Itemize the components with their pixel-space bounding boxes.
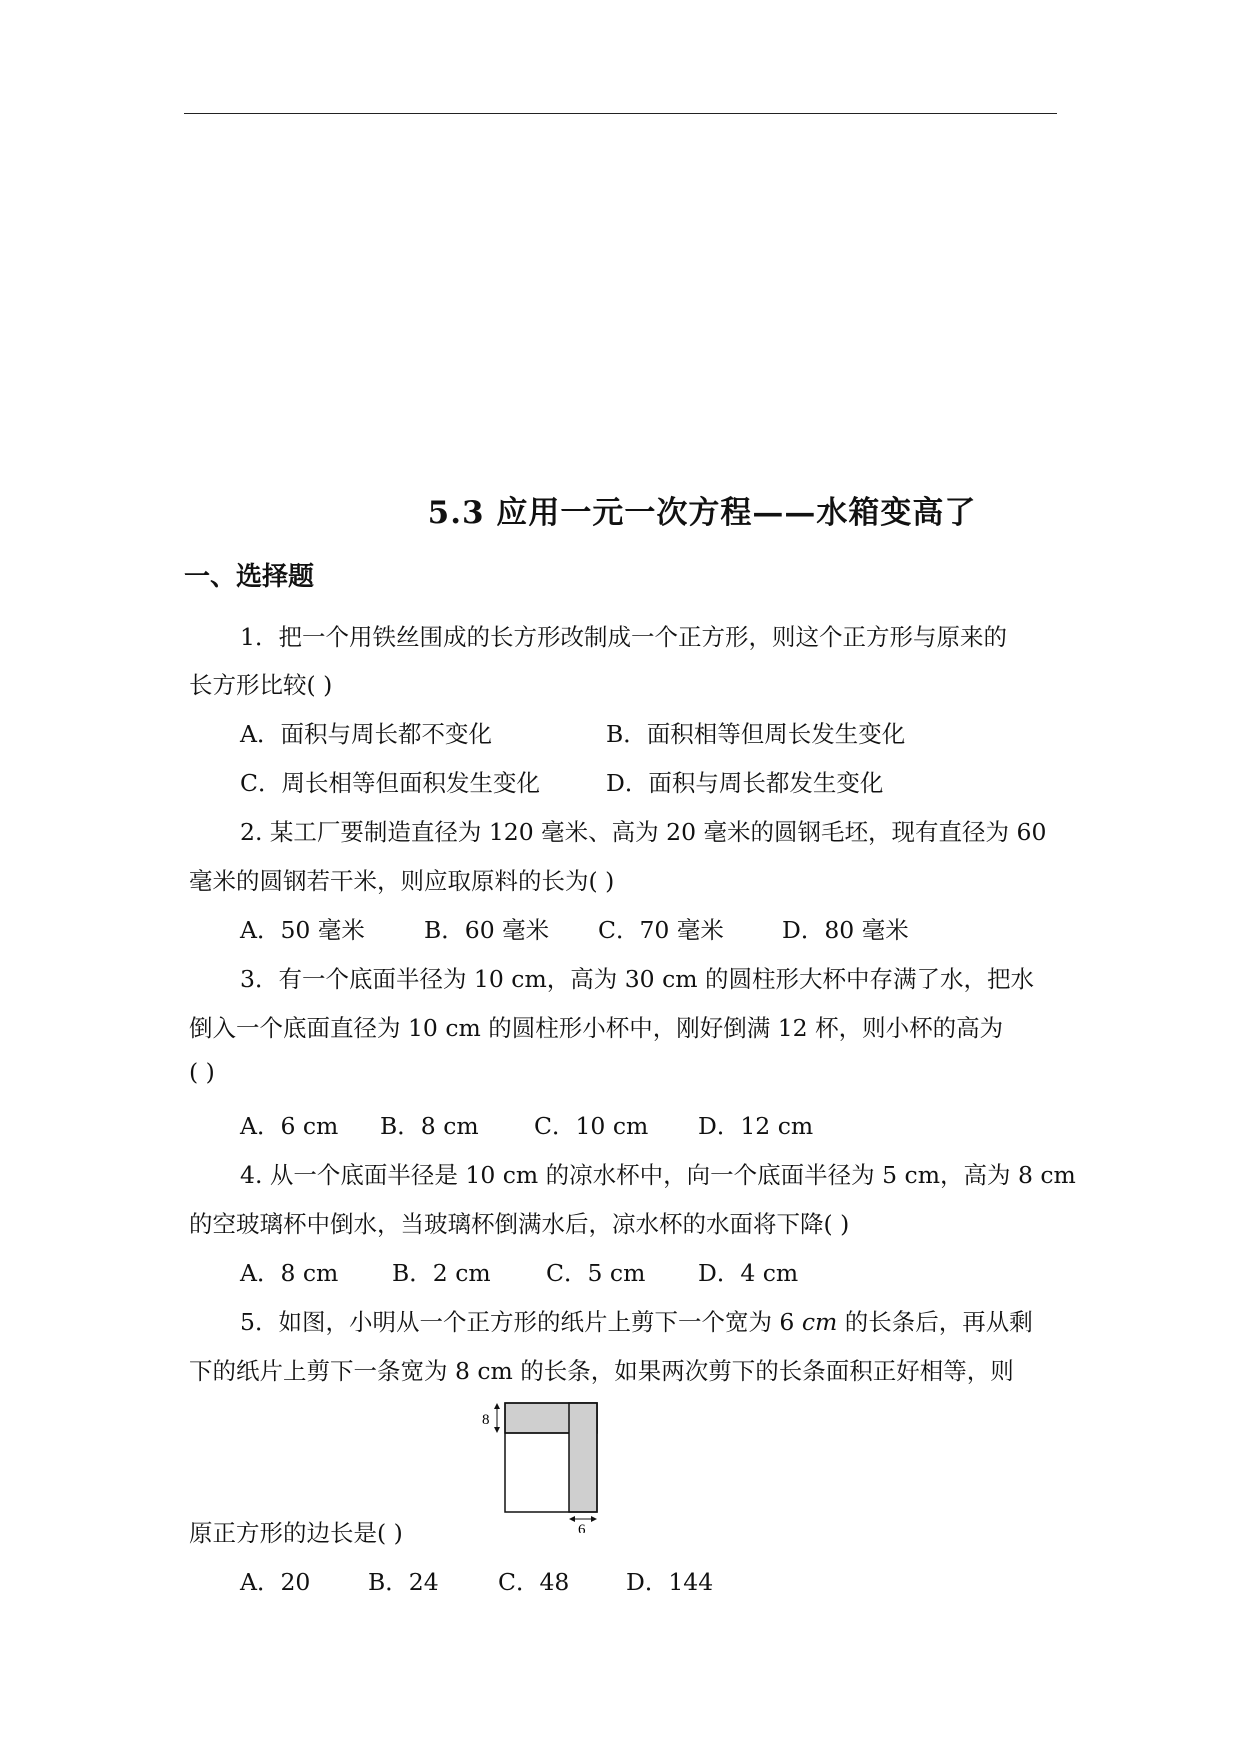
- q3-option-b: B．8 cm: [380, 1112, 479, 1140]
- q2-option-a: A．50 毫米: [240, 916, 365, 944]
- label-6: 6: [578, 1522, 586, 1533]
- square-diagram: [472, 1393, 632, 1533]
- q5-option-b: B．24: [368, 1568, 439, 1596]
- q1-option-a: A．面积与周长都不变化: [240, 720, 492, 748]
- q3-option-c: C．10 cm: [534, 1112, 649, 1140]
- q5-line1-pre: 5．如图，小明从一个正方形的纸片上剪下一个宽为 6: [240, 1308, 802, 1336]
- q4-option-c: C．5 cm: [546, 1259, 646, 1287]
- q1-line1: 1．把一个用铁丝围成的长方形改制成一个正方形，则这个正方形与原来的: [240, 623, 1007, 651]
- q2-line2: 毫米的圆钢若干米，则应取原料的长为( ): [189, 867, 615, 895]
- q1-line2: 长方形比较( ): [189, 671, 333, 699]
- q5-line3: 原正方形的边长是( ): [189, 1519, 403, 1547]
- q3-option-a: A．6 cm: [240, 1112, 339, 1140]
- q5-line2: 下的纸片上剪下一条宽为 8 cm 的长条，如果两次剪下的长条面积正好相等，则: [189, 1357, 1014, 1385]
- q4-option-b: B．2 cm: [392, 1259, 491, 1287]
- q5-figure: [472, 1393, 632, 1533]
- q5-line1-unit: cm: [801, 1308, 838, 1336]
- label-8: 8: [482, 1412, 490, 1428]
- page-title: 5.3 应用一元一次方程——水箱变高了: [427, 495, 977, 531]
- q1-option-d: D．面积与周长都发生变化: [606, 769, 884, 797]
- q4-option-a: A．8 cm: [240, 1259, 339, 1287]
- q4-option-d: D．4 cm: [698, 1259, 799, 1287]
- arrowhead-right: [591, 1516, 597, 1522]
- strip-6cm: [569, 1403, 597, 1512]
- q5-option-c: C．48: [498, 1568, 570, 1596]
- header-rule: [184, 113, 1057, 114]
- section-heading: 一、选择题: [184, 562, 315, 592]
- q4-line2: 的空玻璃杯中倒水，当玻璃杯倒满水后，凉水杯的水面将下降( ): [189, 1210, 850, 1238]
- q5-option-a: A．20: [240, 1568, 311, 1596]
- q5-option-d: D．144: [626, 1568, 714, 1596]
- q2-option-c: C．70 毫米: [598, 916, 724, 944]
- q1-option-b: B．面积相等但周长发生变化: [606, 720, 906, 748]
- q2-option-d: D．80 毫米: [782, 916, 909, 944]
- q3-line3: ( ): [189, 1058, 215, 1086]
- q4-line1: 4. 从一个底面半径是 10 cm 的凉水杯中，向一个底面半径为 5 cm，高为 8 cm: [240, 1161, 1076, 1189]
- arrowhead-left: [569, 1516, 575, 1522]
- q5-line1-post: 的长条后，再从剩: [837, 1308, 1033, 1336]
- q2-option-b: B．60 毫米: [424, 916, 550, 944]
- arrowhead-up: [494, 1403, 500, 1409]
- arrowhead-down: [494, 1427, 500, 1433]
- q3-option-d: D．12 cm: [698, 1112, 814, 1140]
- q1-option-c: C．周长相等但面积发生变化: [240, 769, 540, 797]
- q2-line1: 2. 某工厂要制造直径为 120 毫米、高为 20 毫米的圆钢毛坯，现有直径为 60: [240, 818, 1047, 846]
- q3-line1: 3．有一个底面半径为 10 cm，高为 30 cm 的圆柱形大杯中存满了水，把水: [240, 965, 1034, 993]
- q3-line2: 倒入一个底面直径为 10 cm 的圆柱形小杯中，刚好倒满 12 杯，则小杯的高为: [189, 1014, 1004, 1042]
- q5-line1: [240, 1303, 1033, 1337]
